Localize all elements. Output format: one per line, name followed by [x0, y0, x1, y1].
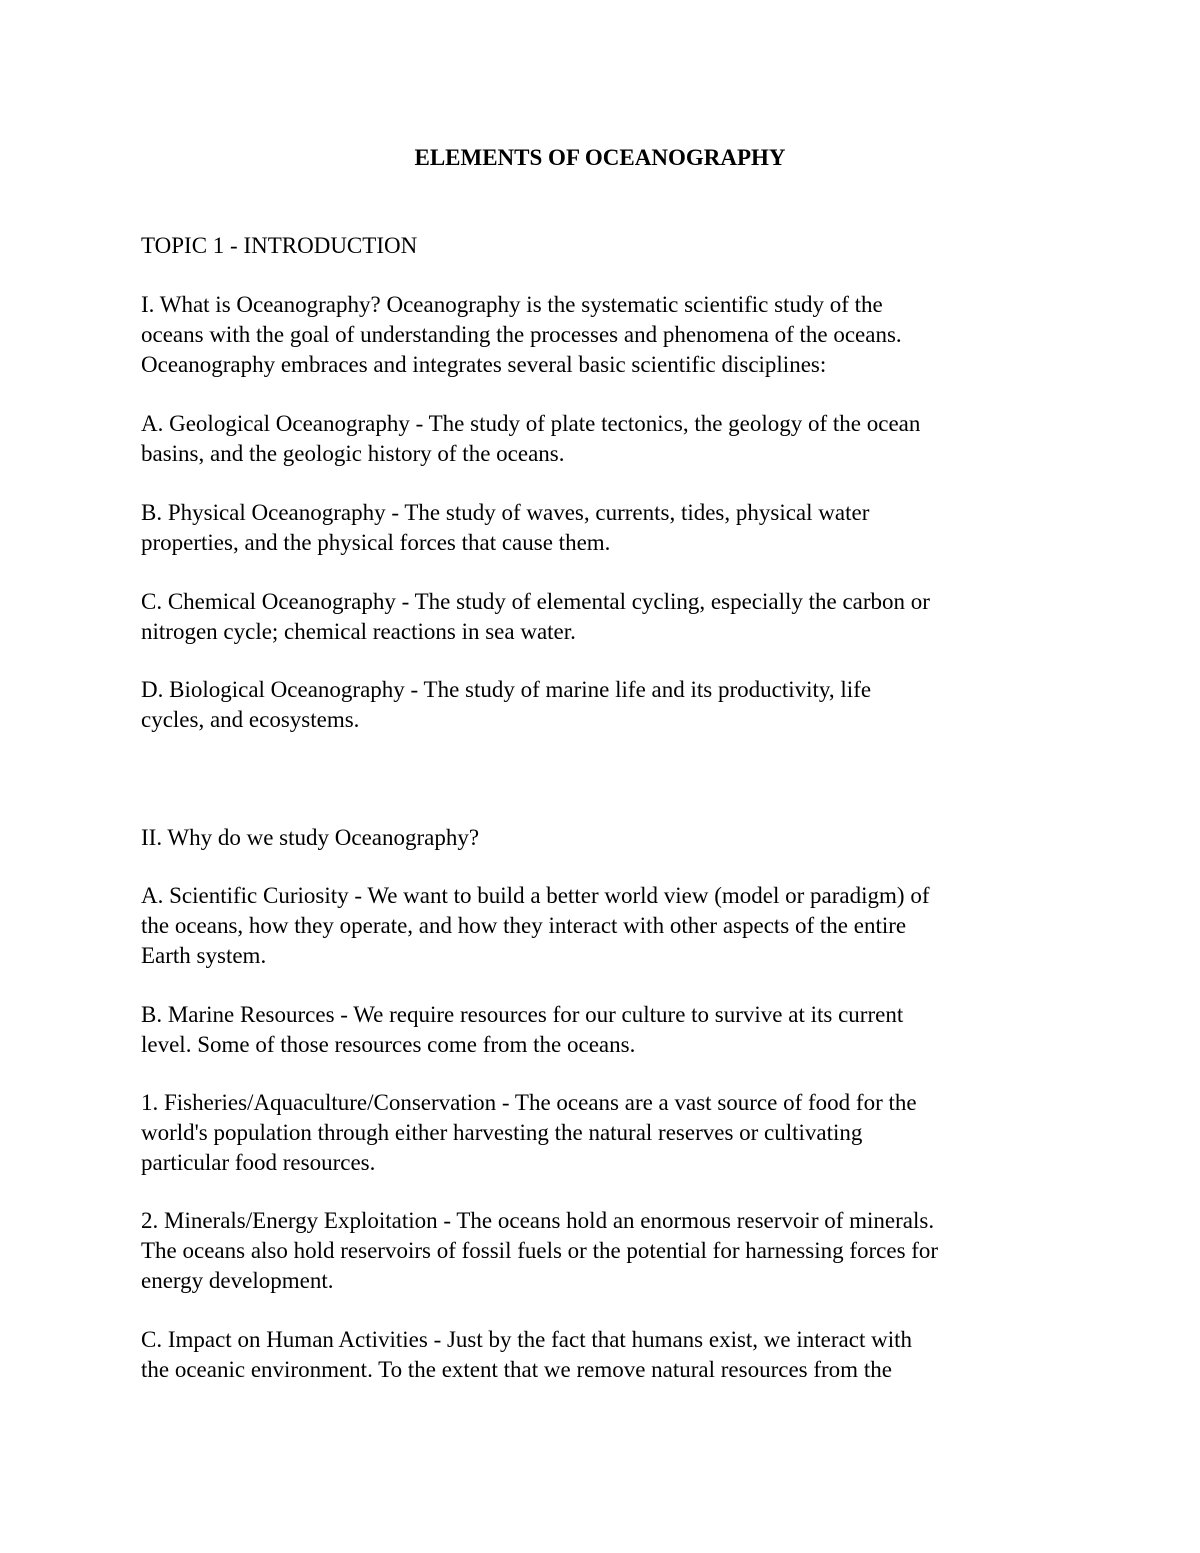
text-line: nitrogen cycle; chemical reactions in sea water.: [141, 619, 576, 644]
text-line: basins, and the geologic history of the oceans.: [141, 441, 565, 466]
text-line: C. Impact on Human Activities - Just by the fact that humans exist, we interact with: [141, 1327, 912, 1352]
text-line: D. Biological Oceanography - The study of marine life and its productivity, life: [141, 677, 872, 702]
document-title: ELEMENTS OF OCEANOGRAPHY: [414, 145, 786, 170]
text-line: 1. Fisheries/Aquaculture/Conservation - The oceans are a vast source of food for the: [141, 1090, 917, 1115]
text-line: B. Marine Resources - We require resources for our culture to survive at its current: [141, 1002, 904, 1027]
section-heading: II. Why do we study Oceanography?: [141, 825, 480, 850]
text-line: level. Some of those resources come from the oceans.: [141, 1032, 636, 1057]
text-line: B. Physical Oceanography - The study of waves, currents, tides, physical water: [141, 500, 870, 525]
text-line: A. Geological Oceanography - The study of plate tectonics, the geology of the ocean: [141, 411, 921, 436]
text-line: Oceanography embraces and integrates several basic scientific disciplines:: [141, 352, 827, 377]
text-line: world's population through either harvesting the natural reserves or cultivating: [141, 1120, 863, 1145]
text-line: energy development.: [141, 1268, 334, 1293]
topic-heading: TOPIC 1 - INTRODUCTION: [141, 233, 418, 258]
text-line: oceans with the goal of understanding the processes and phenomena of the oceans.: [141, 322, 902, 347]
text-line: C. Chemical Oceanography - The study of elemental cycling, especially the carbon or: [141, 589, 930, 614]
text-line: properties, and the physical forces that cause them.: [141, 530, 611, 555]
text-line: the oceans, how they operate, and how they interact with other aspects of the entire: [141, 913, 907, 938]
text-line: 2. Minerals/Energy Exploitation - The oceans hold an enormous reservoir of minerals.: [141, 1208, 935, 1233]
text-line: Earth system.: [141, 943, 267, 968]
text-line: cycles, and ecosystems.: [141, 707, 360, 732]
text-line: I. What is Oceanography? Oceanography is the systematic scientific study of the: [141, 292, 883, 317]
text-line: particular food resources.: [141, 1150, 376, 1175]
text-line: A. Scientific Curiosity - We want to build a better world view (model or paradigm) of: [141, 883, 930, 908]
text-line: The oceans also hold reservoirs of fossil fuels or the potential for harnessing forces for: [141, 1238, 939, 1263]
text-line: the oceanic environment. To the extent that we remove natural resources from the: [141, 1357, 892, 1382]
